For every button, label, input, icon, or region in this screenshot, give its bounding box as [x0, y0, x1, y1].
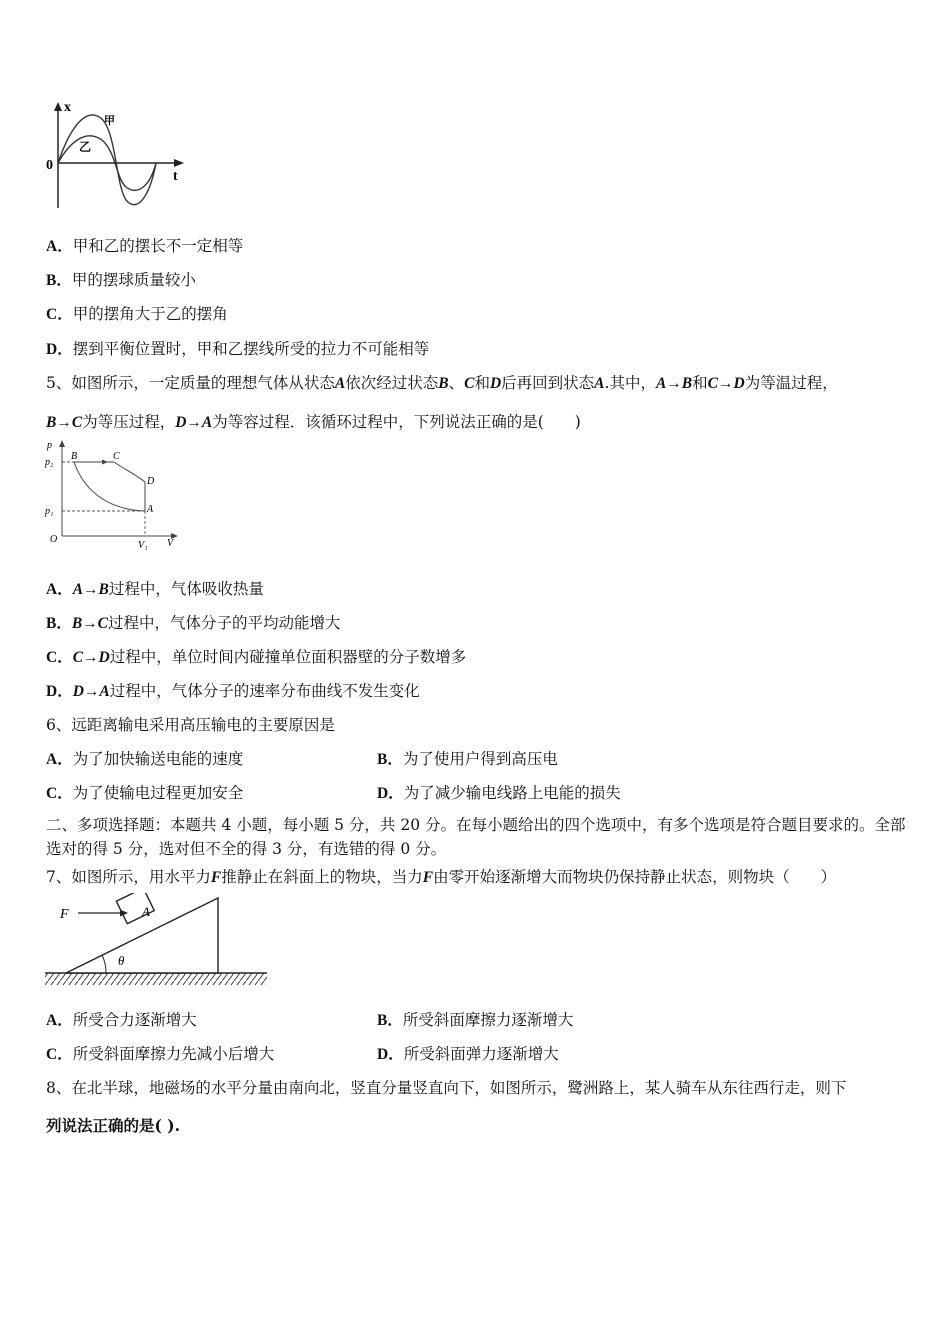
text: 为等压过程， [82, 413, 176, 431]
origin-label: 0 [46, 158, 53, 173]
text: 、 [448, 374, 465, 392]
option-letter: A． [46, 1012, 73, 1029]
option-letter: B． [377, 751, 403, 768]
process-cd: C→D [707, 375, 745, 392]
process-da: D→A [175, 414, 213, 431]
force-f: F [422, 869, 434, 886]
q8-stem-line1: 8、在北半球，地磁场的水平分量由南向北，竖直分量竖直向下，如图所示，鹭洲路上，某人骑车从东往西行走，则下 [46, 1079, 847, 1097]
process-bc-arrow [102, 460, 108, 465]
process-cd-curve [114, 462, 145, 482]
option-letter: A． [46, 238, 73, 255]
text: 推静止在斜面上的物块，当力 [221, 868, 423, 886]
q5-stem-line1 [46, 371, 838, 393]
pv-diagram [42, 436, 184, 550]
q6-option-a[interactable] [46, 747, 243, 769]
option-letter: C． [46, 785, 73, 802]
option-text: 为了加快输送电能的速度 [72, 750, 244, 768]
x-axis-label: x [64, 100, 71, 115]
q4-option-a[interactable] [46, 234, 243, 256]
option-text: 过程中，气体分子的平均动能增大 [108, 614, 341, 632]
option-letter: B． [46, 272, 72, 289]
option-process: B→C [71, 615, 109, 632]
p-axis-arrow [59, 440, 65, 447]
state-a-label: A [147, 504, 154, 515]
q6-option-b[interactable] [377, 747, 558, 769]
x-axis-arrow [54, 102, 62, 111]
option-letter: D． [46, 341, 73, 358]
curve-jia [58, 115, 156, 205]
option-letter: A． [46, 581, 73, 598]
option-letter: D． [46, 683, 73, 700]
q6-stem: 6、远距离输电采用高压输电的主要原因是 [46, 716, 335, 734]
option-letter: C． [46, 649, 73, 666]
option-text: 所受斜面摩擦力逐渐增大 [402, 1011, 574, 1029]
process-ab: A→B [655, 375, 693, 392]
q4-option-d[interactable] [46, 337, 429, 359]
option-text: 为了减少输电线路上电能的损失 [403, 784, 621, 802]
option-process: C→D [72, 649, 110, 666]
option-text: 所受斜面摩擦力先减小后增大 [72, 1045, 275, 1063]
curve-jia-label: 甲 [104, 115, 115, 127]
section-two-heading: 二、多项选择题：本题共 4 小题，每小题 5 分，共 20 分。在每小题给出的四个选项中，有多个选项是符合题目要求的。全部选对的得 5 分，选对但不全的得 3 分，有选错的得 0 分。 [46, 816, 906, 858]
option-text: 为了使输电过程更加安全 [72, 784, 244, 802]
option-letter: B． [377, 1012, 403, 1029]
origin-label: O [50, 534, 58, 545]
option-text: 所受斜面弹力逐渐增大 [403, 1045, 559, 1063]
process-bc: B→C [46, 414, 83, 431]
text: 依次经过状态 [345, 374, 439, 392]
text: 和 [474, 374, 490, 392]
v1-label: V₁ [138, 540, 148, 550]
curve-yi-label: 乙 [79, 140, 92, 154]
process-ab-curve [74, 462, 145, 511]
p2-label: p₂ [45, 457, 54, 468]
option-text: 甲的摆球质量较小 [71, 271, 196, 289]
v-label: V [167, 538, 174, 549]
option-letter: A． [46, 751, 73, 768]
option-letter: C． [46, 306, 73, 323]
q4-option-c[interactable] [46, 302, 228, 324]
q8-stem-line2: 列说法正确的是( ). [46, 1116, 180, 1135]
text: 为等容过程．该循环过程中，下列说法正确的是( ) [212, 413, 581, 431]
block-label: A [142, 904, 150, 919]
q5-option-a[interactable] [46, 577, 264, 599]
q5-stem-line2 [46, 410, 581, 432]
q5-option-d[interactable] [46, 679, 420, 701]
option-text: 为了使用户得到高压电 [402, 750, 558, 768]
option-letter: C． [46, 1046, 73, 1063]
state-c-label: C [113, 451, 120, 462]
q7-option-d[interactable] [377, 1042, 559, 1064]
text: 后再回到状态 [501, 374, 595, 392]
force-label: F [60, 907, 69, 922]
t-axis-arrow [174, 159, 184, 167]
state-c: C [464, 375, 475, 392]
q6-option-c[interactable] [46, 781, 243, 803]
option-text: 所受合力逐渐增大 [72, 1011, 197, 1029]
state-d-label: D [147, 476, 155, 487]
option-text: 过程中，气体分子的速率分布曲线不发生变化 [109, 682, 420, 700]
text: 5、如图所示，一定质量的理想气体从状态 [46, 374, 335, 392]
q7-option-c[interactable] [46, 1042, 274, 1064]
q7-stem [46, 865, 836, 887]
option-text: 甲和乙的摆长不一定相等 [72, 237, 244, 255]
p-label: p [47, 440, 52, 451]
text: 为等温过程， [744, 374, 838, 392]
ground-hatch [45, 973, 267, 985]
q5-option-b[interactable] [46, 611, 341, 633]
q7-option-a[interactable] [46, 1008, 197, 1030]
option-text: 甲的摆角大于乙的摆角 [72, 305, 228, 323]
text: 由零开始逐渐增大而物块仍保持静止状态，则物块（ ） [433, 868, 837, 886]
state-b: B [438, 375, 449, 392]
option-text: 摆到平衡位置时，甲和乙摆线所受的拉力不可能相等 [72, 340, 430, 358]
pendulum-xt-graph [44, 100, 189, 212]
option-letter: B． [46, 615, 72, 632]
text: 7、如图所示，用水平力 [46, 868, 211, 886]
q5-option-c[interactable] [46, 645, 466, 667]
t-axis-label: t [173, 169, 178, 184]
p1-label: p₁ [45, 506, 54, 517]
option-text: 过程中，气体吸收热量 [108, 580, 264, 598]
option-letter: D． [377, 1046, 404, 1063]
option-letter: D． [377, 785, 404, 802]
state-a: A [594, 375, 605, 392]
q7-option-b[interactable] [377, 1008, 573, 1030]
incline-diagram [42, 893, 272, 988]
text: .其中， [604, 374, 656, 392]
state-b-label: B [71, 451, 78, 462]
option-process: A→B [72, 581, 109, 598]
option-text: 过程中，单位时间内碰撞单位面积器壁的分子数增多 [109, 648, 467, 666]
text: 和 [692, 374, 708, 392]
q6-option-d[interactable] [377, 781, 621, 803]
angle-label: θ [118, 953, 125, 968]
option-process: D→A [72, 683, 110, 700]
force-f: F [210, 869, 222, 886]
state-d: D [489, 375, 502, 392]
state-a: A [334, 375, 346, 392]
q4-option-b[interactable] [46, 268, 196, 290]
